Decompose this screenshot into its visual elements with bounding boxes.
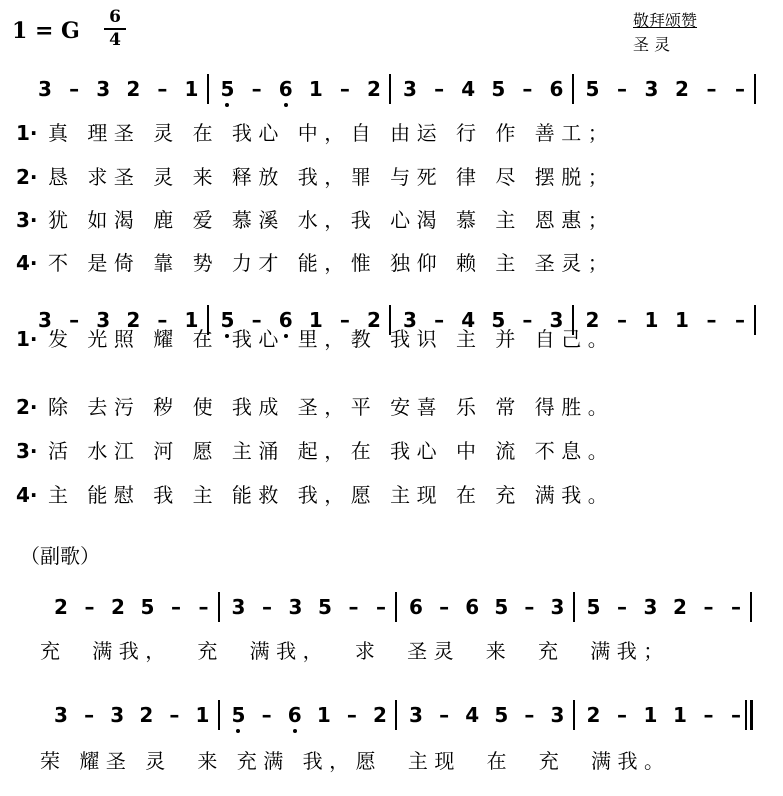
notation-note: 1 — [644, 308, 659, 332]
lyric-text: 除 去污 秽 使 我成 圣，平 安喜 乐 常 得胜。 — [48, 395, 615, 419]
notation-note: 6 — [288, 703, 302, 727]
notation-note: 1 — [674, 308, 689, 332]
notation-note: 4 — [461, 77, 476, 101]
credit-subcategory: 圣 灵 — [633, 35, 671, 54]
chorus-label: （副歌） — [20, 544, 100, 568]
notation-note: 6 — [409, 595, 423, 619]
notation-note: 4 — [461, 308, 476, 332]
notation-note: 1 — [308, 77, 323, 101]
notation-note: 1 — [308, 308, 323, 332]
barline — [218, 700, 220, 730]
notation-note: – — [616, 77, 627, 101]
notation-note: – — [703, 703, 714, 727]
notation-note: – — [439, 703, 450, 727]
verse-number: 1· — [16, 121, 38, 145]
notation-note: 2 — [126, 308, 141, 332]
lyric-line — [40, 634, 770, 668]
notation-note: – — [735, 77, 745, 101]
notation-note: 2 — [126, 77, 141, 101]
notation-note: – — [522, 77, 533, 101]
notation-note: 3 — [550, 703, 565, 727]
notation-note: – — [157, 308, 168, 332]
notation-note: 2 — [367, 308, 381, 332]
notation-note: 3 — [550, 595, 565, 619]
notation-note: – — [616, 703, 627, 727]
notation-note: – — [731, 703, 741, 727]
notation-note: 5 — [494, 595, 509, 619]
lyric-line — [16, 478, 756, 512]
notation-note: 2 — [139, 703, 154, 727]
time-signature — [104, 8, 126, 50]
notation-note: – — [339, 308, 350, 332]
notation-note: 5 — [221, 77, 235, 101]
notation-note: – — [261, 703, 272, 727]
lower-octave-dot — [284, 103, 288, 107]
notation-measure — [403, 74, 564, 104]
notation-note: 5 — [317, 595, 332, 619]
notation-note: 3 — [288, 595, 303, 619]
notation-note: 3 — [409, 703, 423, 727]
notation-note: 2 — [672, 595, 687, 619]
verse-number: 4· — [16, 483, 38, 507]
notation-note: – — [616, 595, 627, 619]
notation-note: – — [157, 77, 168, 101]
notation-note: – — [346, 703, 357, 727]
verse-number: 4· — [16, 251, 38, 275]
notation-line — [46, 700, 776, 730]
notation-note: – — [84, 595, 95, 619]
notation-note: 1 — [672, 703, 687, 727]
notation-note: – — [261, 595, 272, 619]
notation-note: 2 — [674, 77, 689, 101]
notation-note: 5 — [586, 595, 601, 619]
barline — [750, 592, 752, 622]
notation-note: – — [434, 308, 445, 332]
notation-measure — [54, 592, 210, 622]
notation-note: 3 — [549, 308, 564, 332]
notation-note: – — [706, 308, 717, 332]
lyric-text: 不 是倚 靠 势 力才 能，惟 独仰 赖 主 圣灵； — [48, 251, 615, 275]
notation-note: – — [616, 308, 627, 332]
notation-note: – — [524, 595, 535, 619]
notation-measure — [409, 592, 565, 622]
notation-note: 2 — [373, 703, 387, 727]
notation-measure — [232, 700, 388, 730]
key-signature: 1 = G — [12, 18, 80, 44]
lyric-line — [16, 160, 756, 194]
notation-note: 5 — [232, 703, 246, 727]
notation-note: – — [69, 77, 80, 101]
barline — [395, 592, 397, 622]
notation-note: 1 — [195, 703, 210, 727]
notation-note: 2 — [586, 703, 601, 727]
notation-note: 3 — [643, 595, 658, 619]
notation-note: – — [170, 595, 181, 619]
notation-note: – — [735, 308, 745, 332]
lyric-text: 活 水江 河 愿 主涌 起，在 我心 中 流 不息。 — [48, 439, 615, 463]
lyric-text: 充 满我， 充 满我， 求 圣灵 来 充 满我； — [40, 639, 670, 663]
notation-note: – — [84, 703, 95, 727]
barline — [573, 700, 575, 730]
time-signature-top: 6 — [109, 7, 121, 27]
notation-note: – — [69, 308, 80, 332]
lyric-text: 恳 求圣 灵 来 释放 我，罪 与死 律 尽 摆脱； — [48, 165, 615, 189]
notation-note: 3 — [231, 595, 246, 619]
notation-note: 1 — [184, 308, 199, 332]
lower-octave-dot — [225, 103, 229, 107]
notation-note: 5 — [491, 308, 506, 332]
lyric-text: 主 能慰 我 主 能救 我，愿 主现 在 充 满我。 — [48, 483, 615, 507]
notation-note: – — [376, 595, 386, 619]
lyric-text: 犹 如渴 鹿 爱 慕溪 水，我 心渴 慕 主 恩惠； — [48, 208, 615, 232]
notation-measure — [409, 700, 565, 730]
verse-number: 3· — [16, 208, 38, 232]
notation-note: 3 — [403, 77, 417, 101]
barline — [218, 592, 220, 622]
lyric-line — [16, 116, 756, 150]
notation-measure — [221, 74, 382, 104]
notation-line — [46, 592, 776, 622]
notation-note: 5 — [491, 77, 506, 101]
notation-note: 5 — [494, 703, 509, 727]
notation-note: – — [339, 77, 350, 101]
lyric-text: 真 理圣 灵 在 我心 中，自 由运 行 作 善工； — [48, 121, 615, 145]
notation-measure — [587, 592, 743, 622]
lyric-line — [16, 390, 756, 424]
notation-note: 2 — [585, 308, 600, 332]
barline — [745, 700, 747, 730]
lyric-line — [16, 322, 756, 356]
notation-note: 5 — [221, 308, 235, 332]
notation-note: 6 — [465, 595, 480, 619]
lyric-line — [16, 246, 756, 280]
notation-note: – — [198, 595, 209, 619]
notation-note: 3 — [644, 77, 659, 101]
lyric-text: 荣 耀圣 灵 来 充满 我，愿 主现 在 充 满我。 — [40, 749, 671, 773]
barline — [573, 592, 575, 622]
notation-note: – — [524, 703, 535, 727]
notation-measure — [586, 74, 747, 104]
notation-note: – — [348, 595, 359, 619]
notation-note: 3 — [403, 308, 417, 332]
time-signature-bottom: 4 — [109, 30, 121, 50]
barline — [395, 700, 397, 730]
notation-measure — [38, 74, 199, 104]
notation-note: 2 — [367, 77, 381, 101]
notation-note: 3 — [96, 77, 111, 101]
credit-category: 敬拜颂赞 — [633, 11, 698, 30]
notation-note: – — [251, 308, 262, 332]
notation-note: 1 — [316, 703, 331, 727]
notation-note: 1 — [643, 703, 658, 727]
notation-note: – — [169, 703, 180, 727]
lyric-line — [16, 203, 756, 237]
lyric-line — [16, 434, 756, 468]
barline — [207, 74, 209, 104]
notation-measure — [232, 592, 388, 622]
notation-note: 6 — [279, 77, 293, 101]
notation-note: 6 — [549, 77, 564, 101]
notation-note: – — [434, 77, 445, 101]
final-barline — [750, 700, 753, 730]
notation-note: 3 — [38, 308, 52, 332]
barline — [754, 74, 756, 104]
notation-note: – — [251, 77, 262, 101]
notation-note: 5 — [585, 77, 600, 101]
barline — [572, 74, 574, 104]
notation-note: – — [731, 595, 741, 619]
barline — [389, 74, 391, 104]
notation-note: 5 — [140, 595, 155, 619]
notation-line — [30, 74, 780, 104]
notation-note: 2 — [111, 595, 125, 619]
lower-octave-dot — [236, 729, 240, 733]
notation-note: – — [439, 595, 450, 619]
notation-note: 3 — [38, 77, 52, 101]
notation-note: – — [522, 308, 533, 332]
notation-note: – — [706, 77, 717, 101]
notation-note: 3 — [110, 703, 125, 727]
notation-note: – — [703, 595, 714, 619]
lyric-text: 发 光照 耀 在 我心 里，教 我识 主 并 自己。 — [48, 327, 615, 351]
notation-note: 6 — [279, 308, 293, 332]
verse-number: 1· — [16, 327, 38, 351]
verse-number: 2· — [16, 165, 38, 189]
verse-number: 2· — [16, 395, 38, 419]
verse-number: 3· — [16, 439, 38, 463]
lower-octave-dot — [293, 729, 297, 733]
notation-note: 4 — [465, 703, 480, 727]
notation-note: 1 — [184, 77, 199, 101]
notation-measure — [587, 700, 743, 730]
notation-note: 2 — [54, 595, 68, 619]
notation-measure — [54, 700, 210, 730]
lyric-line — [40, 744, 770, 778]
notation-note: 3 — [96, 308, 111, 332]
notation-note: 3 — [54, 703, 68, 727]
